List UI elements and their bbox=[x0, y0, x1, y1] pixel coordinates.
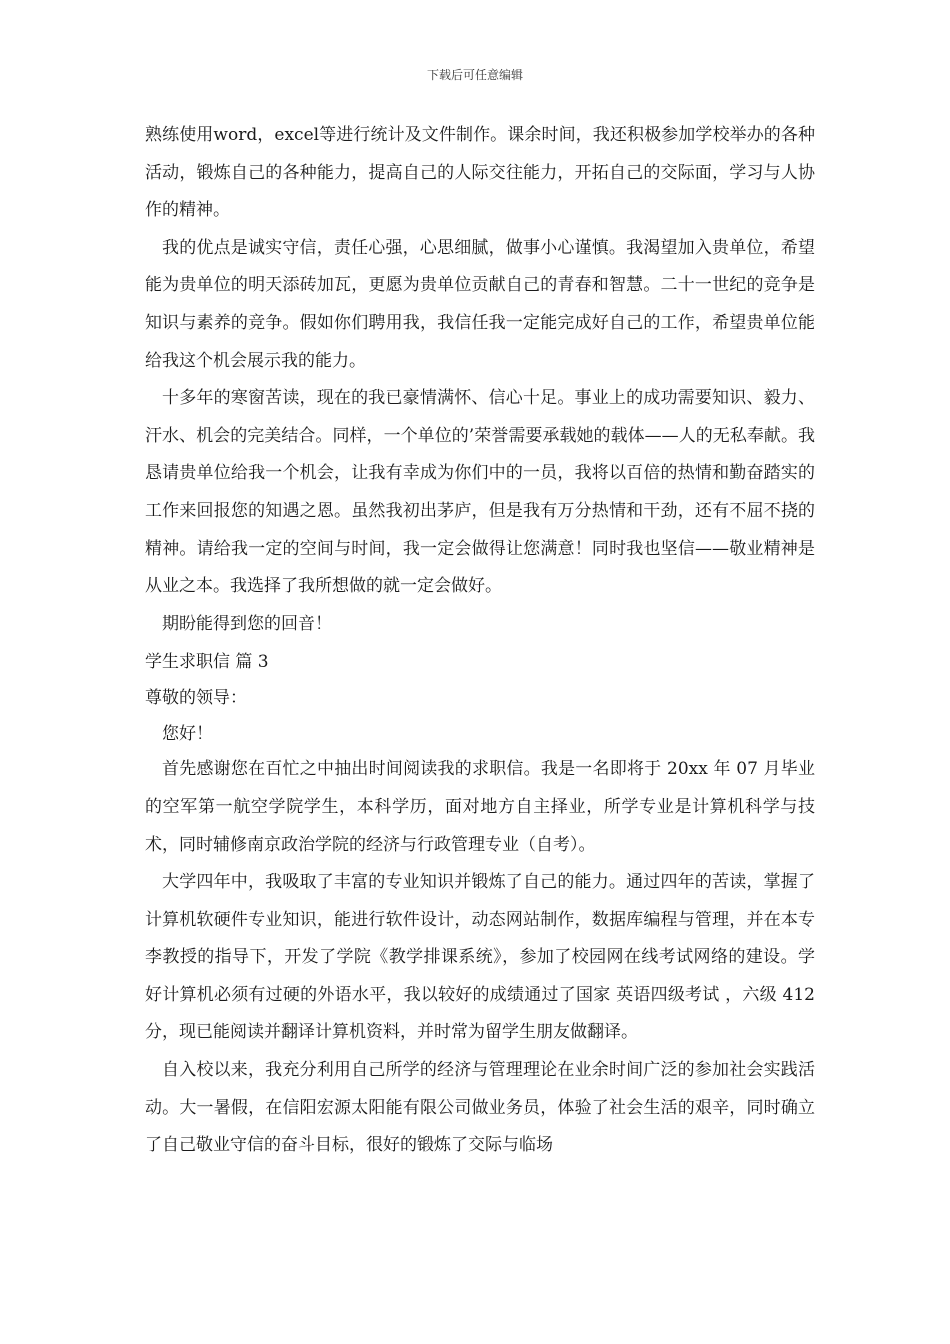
section-heading: 学生求职信 篇 3 bbox=[145, 652, 269, 673]
paragraph: 自入校以来，我充分利用自己所学的经济与管理理论在业余时间广泛的参加社会实践活动。大一暑假，在信阳宏源太阳能有限公司做业务员，体验了社会生活的艰辛，同时确立了自己敬业守信的奋斗目标，很好的锻炼了交际与临场 bbox=[145, 1060, 815, 1156]
page-header: 下载后可任意编辑 bbox=[426, 68, 523, 82]
paragraph: 我的优点是诚实守信，责任心强，心思细腻，做事小心谨慎。我渴望加入贵单位，希望能为贵单位的明天添砖加瓦，更愿为贵单位贡献自己的青春和智慧。二十一世纪的竞争是知识与素养的竞争。假如你们聘用我，我信任我一定能完成好自己的工作，希望贵单位能给我这个机会展示我的能力。 bbox=[145, 237, 815, 371]
closing-line: 期盼能得到您的回音！ bbox=[162, 613, 332, 634]
document-body bbox=[145, 117, 815, 1165]
paragraph: 十多年的寒窗苦读，现在的我已豪情满怀、信心十足。事业上的成功需要知识、毅力、汗水、机会的完美结合。同样，一个单位的’荣誉需要承载她的载体——人的无私奉献。我恳请贵单位给我一个机会，让我有幸成为你们中的一员，我将以百倍的热情和勤奋踏实的工作来回报您的知遇之恩。虽然我初出茅庐，但是我有万分热情和干劲，还有不屈不挠的精神。请给我一定的空间与时间，我一定会做得让您满意！同时我也坚信——敬业精神是从业之本。我选择了我所想做的就一定会做好。 bbox=[145, 388, 815, 597]
greeting: 您好！ bbox=[162, 724, 213, 745]
paragraph: 大学四年中，我吸取了丰富的专业知识并锻炼了自己的能力。通过四年的苦读，掌握了计算机软硬件专业知识，能进行软件设计，动态网站制作，数据库编程与管理，并在本专李教授的指导下，开发了学院《教学排课系统》，参加了校园网在线考试网络的建设。学好计算机必须有过硬的外语水平，我以较好的成绩通过了国家 英语四级考试 ，六级 412 分，现已能阅读并翻译计算机资料，并时常为留学生朋友做翻译。 bbox=[145, 872, 815, 1043]
paragraph: 熟练使用word，excel等进行统计及文件制作。课余时间，我还积极参加学校举办的各种活动，锻炼自己的各种能力，提高自己的人际交往能力，开拓自己的交际面，学习与人协作的精神。 bbox=[145, 125, 815, 221]
salutation: 尊敬的领导： bbox=[145, 688, 247, 709]
paragraph: 首先感谢您在百忙之中抽出时间阅读我的求职信。我是一名即将于 20xx 年 07 月毕业的空军第一航空学院学生，本科学历，面对地方自主择业，所学专业是计算机科学与技术，同时辅修南京政治学院的经济与行政管理专业（自考）。 bbox=[145, 759, 815, 855]
